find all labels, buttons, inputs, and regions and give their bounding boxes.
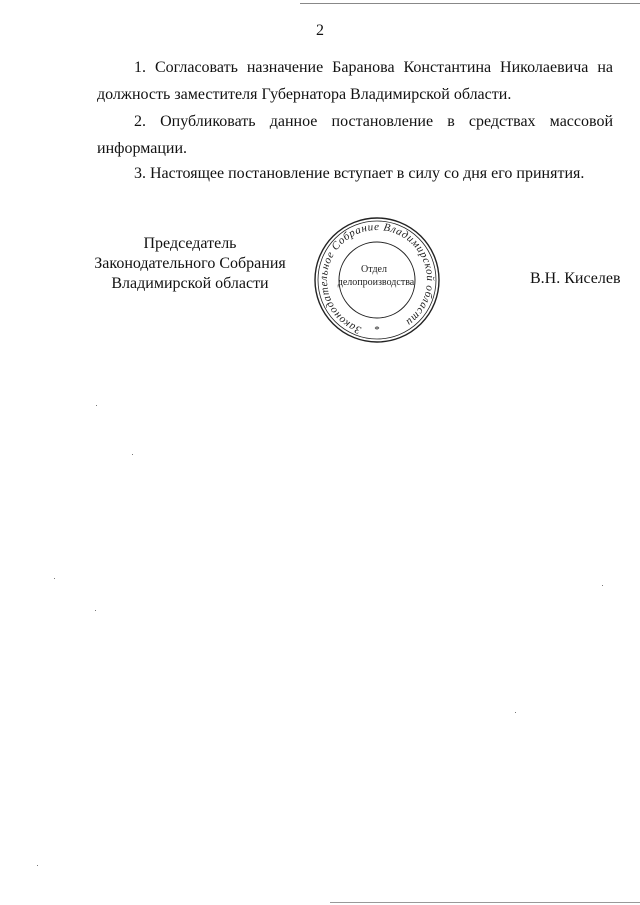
signer-name: В.Н. Киселев (530, 270, 621, 287)
scan-bottom-line (330, 902, 640, 903)
scan-speck (96, 405, 97, 406)
resolution-item-1 (97, 54, 613, 108)
scan-speck (95, 610, 96, 611)
page-number: 2 (316, 22, 324, 39)
signer-position-line-3: Владимирской области (111, 275, 269, 292)
signer-position (90, 234, 290, 294)
signer-position-line-2: Законодательного Собрания (94, 255, 286, 272)
item-1-line-2: должность заместителя Губернатора Владимирской области. (97, 86, 512, 103)
stamp-center-line-2: делопроизводства (337, 277, 415, 288)
item-3-line-1: 3. Настоящее постановление вступает в силу со дня его принятия. (134, 165, 585, 182)
scan-speck (37, 865, 38, 866)
resolution-item-2 (97, 108, 613, 162)
item-2-line-1: 2. Опубликовать данное постановление в средствах массовой (134, 113, 613, 130)
scan-speck (132, 454, 133, 455)
item-2-line-2: информации. (97, 140, 188, 157)
stamp-star: * (374, 324, 380, 336)
scan-speck (515, 712, 516, 713)
stamp-ring-text: Законодательное Собрание Владимирской области (317, 220, 437, 337)
scan-speck (602, 585, 603, 586)
item-1-line-1: 1. Согласовать назначение Баранова Константина Николаевича на (134, 59, 613, 76)
stamp-center-line-1: Отдел (361, 264, 387, 275)
official-stamp (312, 215, 442, 345)
signer-position-line-1: Председатель (143, 235, 237, 252)
scan-speck (54, 578, 55, 579)
scan-edge-line (300, 3, 640, 4)
resolution-item-3 (97, 160, 613, 187)
